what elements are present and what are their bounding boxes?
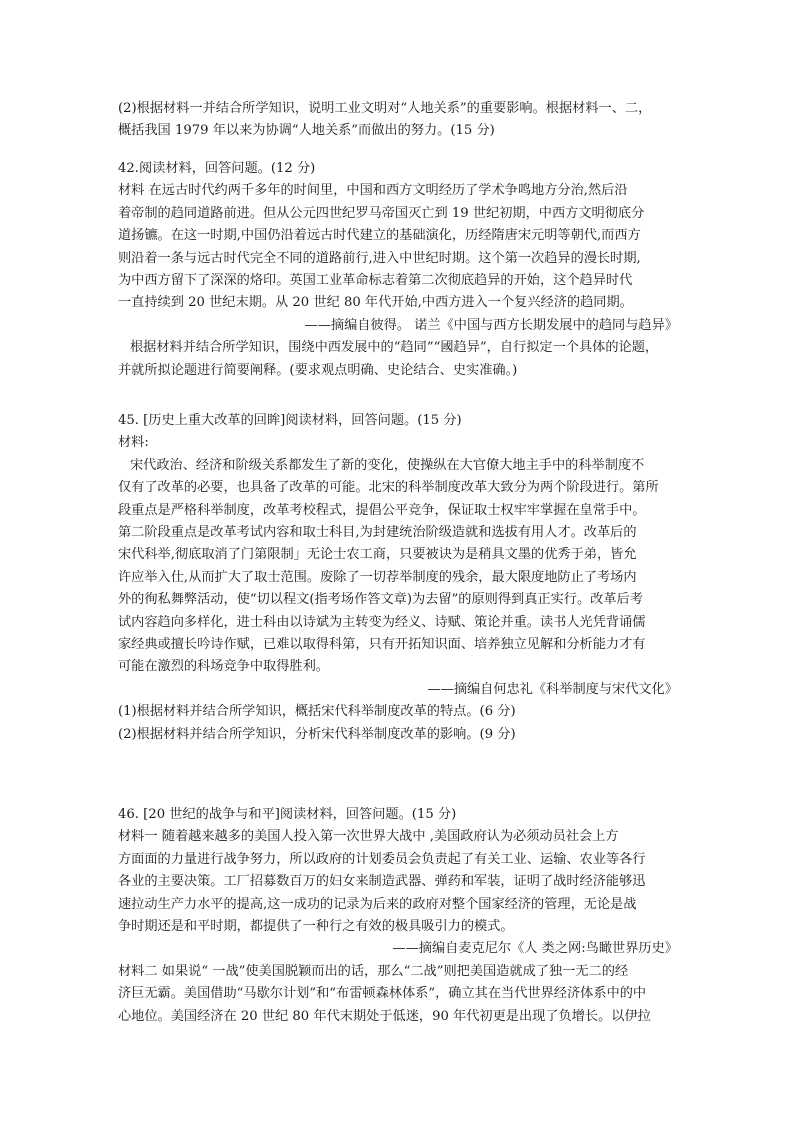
q45-material-line: 宋代政治、经济和阶级关系都发生了新的变化，使操纵在大官僚大地主手中的科举制度不 bbox=[130, 457, 645, 473]
q46-material2-line: 心地位。美国经济在 20 世纪 80 年代末期处于低迷，90 年代初更是出现了负增长。以伊拉 bbox=[118, 1008, 651, 1024]
q45-source: ——摘编自何忠礼《科举制度与宋代文化》 bbox=[427, 681, 678, 697]
q42-material-line: 为中西方留下了深深的烙印。英国工业革命标志着第二次彻底趋异的开始，这个趋异时代 bbox=[118, 273, 633, 289]
q42-material-line: 则沿着一条与远古时代完全不同的道路前行,进入中世纪时期。这个第一次趋异的漫长时期, bbox=[118, 250, 641, 266]
q45-material-label: 材料: bbox=[118, 435, 149, 451]
q45-material-line: 外的徇私舞弊活动，使“切以程文(指考场作答文章)为去留”的原则得到真正实行。改革后考 bbox=[118, 592, 643, 608]
q45-material-line: 第二阶段重点是改革考试内容和取士科目,为封建统治阶级造就和选拔有用人才。改革后的 bbox=[118, 525, 637, 541]
q46-source1: ——摘编自麦克尼尔《人 类之网:鸟瞰世界历史》 bbox=[392, 941, 678, 957]
q46-material2-line: 材料二 如果说“ 一战”使美国脱颖而出的话，那么“二战”则把美国造就成了独一无二的经 bbox=[118, 963, 629, 979]
q46-material1-line: 各业的主要决策。工厂招募数百万的妇女来制造武器、弹药和军装，证明了战时经济能够迅 bbox=[118, 874, 646, 890]
q42-title: 42.阅读材料，回答问题。(12 分) bbox=[118, 161, 316, 176]
q42-source: ——摘编自彼得。 诺兰《中国与西方长期发展中的趋同与趋异》 bbox=[304, 317, 678, 333]
q46-material1-line: 速拉动生产力水平的提高,这一成功的记录为后来的政府对整个国家经济的管理，无论是战 bbox=[118, 896, 637, 912]
q46-material1-line: 材料一 随着越来越多的美国人投入第一次世界大战中 ,美国政府认为必须动员社会上方 bbox=[118, 829, 619, 845]
q45-material-line: 家经典或擅长吟诗作赋，已难以取得科第，只有开拓知识面、培养独立见解和分析能力才有 bbox=[118, 637, 646, 653]
q42-material-line: 一直持续到 20 世纪末期。从 20 世纪 80 年代开始,中西方进入一个复兴经济的趋同期。 bbox=[118, 295, 633, 311]
q42-material-line: 材料 在远古时代约两千多年的时间里，中国和西方文明经历了学术争鸣地方分治,然后沿 bbox=[118, 183, 628, 199]
q45-title: 45. [历史上重大改革的回眸]阅读材料，回答问题。(15 分) bbox=[118, 413, 462, 428]
q46-title: 46. [20 世纪的战争与和平]阅读材料，回答问题。(15 分) bbox=[118, 807, 457, 822]
q42-material-line: 着帝制的趋同道路前进。但从公元四世纪罗马帝国灭亡到 19 世纪初期，中西方文明彻底分 bbox=[118, 205, 645, 221]
q42-material-line: 道扬镳。在这一时期,中国仍沿着远古时代建立的基础演化，历经隋唐宋元明等朝代,而西方 bbox=[118, 228, 641, 244]
q42-task-line: 并就所拟论题进行简要阐释。(要求观点明确、史论结合、史实准确。) bbox=[118, 362, 518, 378]
q45-material-line: 试内容趋向多样化，进士科由以诗斌为主转变为经义、诗赋、策论并重。读书人光凭背诵儒 bbox=[118, 614, 646, 630]
q42-task-line: 根据材料并结合所学知识，围绕中西发展中的“趋同”“國趋异”，自行拟定一个具体的论题， bbox=[130, 340, 659, 356]
q42-block bbox=[118, 158, 678, 382]
q46-block bbox=[118, 804, 678, 1028]
q41-line-2: 概括我国 1979 年以来为协调“人地关系”而做出的努力。(15 分) bbox=[118, 123, 495, 139]
q46-material2-line: 济巨无霸。美国借助“马歇尔计划”和“布雷顿森林体系”，确立其在当代世界经济体系中的中 bbox=[118, 986, 647, 1002]
q46-material1-line: 争时期还是和平时期，都提供了一种行之有效的极具吸引力的模式。 bbox=[118, 919, 514, 935]
q45-material-line: 仅有了改革的必要，也具备了改革的可能。北宋的科举制度改革大致分为两个阶段进行。第所 bbox=[118, 480, 659, 496]
q46-material1-line: 方面面的力量进行战争努力，所以政府的计划委员会负责起了有关工业、运输、农业等各行 bbox=[118, 851, 646, 867]
q45-material-line: 宋代科举,彻底取消了门第限制」无论士农工商，只要被诀为是稍具文墨的优秀于弟，皆允 bbox=[118, 547, 637, 563]
q45-question-1: (1)根据材料并结合所学知识，概括宋代科举制度改革的特点。(6 分) bbox=[118, 704, 516, 720]
q45-material-line: 段重点是严格科举制度，改革考校程式，提倡公平竞争，保证取士权牢牢掌握在皇常手中。 bbox=[118, 502, 646, 518]
q45-material-line: 可能在激烈的科场竞争中取得胜利。 bbox=[118, 659, 329, 675]
q41-line-1: (2)根据材料一并结合所学知识，说明工业文明对“人地关系”的重要影响。根据材料一、二， bbox=[118, 101, 652, 116]
q45-question-2: (2)根据材料并结合所学知识，分析宋代科举制度改革的影响。(9 分) bbox=[118, 726, 516, 742]
q41-part2-block bbox=[118, 98, 678, 143]
q45-block bbox=[118, 410, 678, 746]
q45-material-line: 许应举入仕,从而扩大了取士范围。废除了一切荐举制度的残余，最大限度地防止了考场内 bbox=[118, 569, 637, 585]
